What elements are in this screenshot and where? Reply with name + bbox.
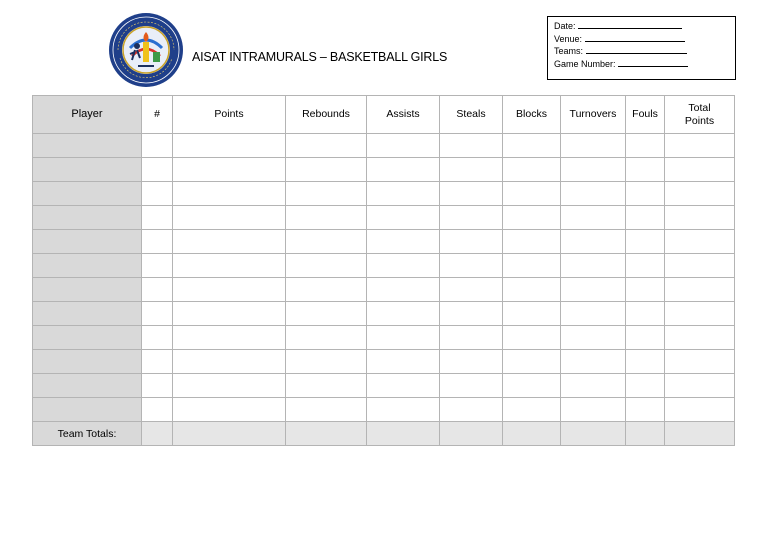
stat-cell[interactable] xyxy=(286,182,367,206)
stat-cell[interactable] xyxy=(173,254,286,278)
stat-cell[interactable] xyxy=(173,302,286,326)
stat-cell[interactable] xyxy=(561,374,626,398)
table-row xyxy=(33,350,735,374)
stat-cell[interactable] xyxy=(367,398,440,422)
stat-cell[interactable] xyxy=(626,230,665,254)
stat-cell[interactable] xyxy=(440,326,503,350)
stat-cell[interactable] xyxy=(665,158,735,182)
stat-cell[interactable] xyxy=(367,134,440,158)
stat-cell[interactable] xyxy=(440,254,503,278)
table-row xyxy=(33,206,735,230)
player-name-cell[interactable] xyxy=(33,374,142,398)
stat-cell[interactable] xyxy=(173,326,286,350)
stat-cell[interactable] xyxy=(173,134,286,158)
stat-cell[interactable] xyxy=(626,398,665,422)
totals-cell[interactable] xyxy=(626,422,665,446)
stat-cell[interactable] xyxy=(367,302,440,326)
stat-cell[interactable] xyxy=(142,326,173,350)
column-header-points: Points xyxy=(173,96,286,134)
date-label: Date: xyxy=(554,21,576,31)
stat-cell[interactable] xyxy=(286,374,367,398)
stat-cell[interactable] xyxy=(367,158,440,182)
stat-cell[interactable] xyxy=(561,134,626,158)
stat-cell[interactable] xyxy=(440,398,503,422)
player-name-cell[interactable] xyxy=(33,326,142,350)
stat-cell[interactable] xyxy=(503,158,561,182)
stat-cell[interactable] xyxy=(367,254,440,278)
game-info-box xyxy=(547,16,736,80)
date-blank[interactable] xyxy=(578,21,682,29)
stat-cell[interactable] xyxy=(503,254,561,278)
table-row xyxy=(33,374,735,398)
stat-cell[interactable] xyxy=(286,158,367,182)
stat-cell[interactable] xyxy=(440,350,503,374)
player-name-cell[interactable] xyxy=(33,302,142,326)
stat-cell[interactable] xyxy=(503,230,561,254)
stat-cell[interactable] xyxy=(503,134,561,158)
header-row xyxy=(33,96,735,134)
stat-cell[interactable] xyxy=(503,278,561,302)
stat-cell[interactable] xyxy=(142,398,173,422)
table-row xyxy=(33,398,735,422)
stat-cell[interactable] xyxy=(665,302,735,326)
document-title: AISAT INTRAMURALS – BASKETBALL GIRLS xyxy=(192,50,448,64)
table-row xyxy=(33,158,735,182)
totals-cell[interactable] xyxy=(561,422,626,446)
stat-cell[interactable] xyxy=(367,182,440,206)
stat-cell[interactable] xyxy=(142,350,173,374)
stat-cell[interactable] xyxy=(665,230,735,254)
totals-cell[interactable] xyxy=(367,422,440,446)
stat-cell[interactable] xyxy=(626,158,665,182)
stat-cell[interactable] xyxy=(173,374,286,398)
column-header-turnovers: Turnovers xyxy=(561,96,626,134)
stat-cell[interactable] xyxy=(286,278,367,302)
venue-blank[interactable] xyxy=(585,34,685,42)
stat-cell[interactable] xyxy=(561,206,626,230)
stat-cell[interactable] xyxy=(503,326,561,350)
stat-cell[interactable] xyxy=(665,326,735,350)
stat-cell[interactable] xyxy=(142,158,173,182)
stat-cell[interactable] xyxy=(561,326,626,350)
stat-cell[interactable] xyxy=(367,278,440,302)
stat-cell[interactable] xyxy=(440,134,503,158)
stat-cell[interactable] xyxy=(665,254,735,278)
column-header-fouls: Fouls xyxy=(626,96,665,134)
column-header-total-points: Total Points xyxy=(665,96,735,134)
stat-cell[interactable] xyxy=(286,326,367,350)
stat-cell[interactable] xyxy=(626,278,665,302)
stat-cell[interactable] xyxy=(503,398,561,422)
stat-cell[interactable] xyxy=(367,326,440,350)
stat-cell[interactable] xyxy=(286,302,367,326)
column-header-player: Player xyxy=(33,96,142,134)
table-row xyxy=(33,278,735,302)
player-name-cell[interactable] xyxy=(33,398,142,422)
stat-cell[interactable] xyxy=(665,374,735,398)
stat-cell[interactable] xyxy=(665,182,735,206)
stat-cell[interactable] xyxy=(626,134,665,158)
stat-cell[interactable] xyxy=(367,206,440,230)
stat-cell[interactable] xyxy=(626,254,665,278)
totals-cell[interactable] xyxy=(173,422,286,446)
stat-cell[interactable] xyxy=(173,278,286,302)
player-name-cell[interactable] xyxy=(33,158,142,182)
stat-cell[interactable] xyxy=(286,254,367,278)
stat-cell[interactable] xyxy=(286,206,367,230)
stat-cell[interactable] xyxy=(142,134,173,158)
stat-cell[interactable] xyxy=(367,374,440,398)
stat-cell[interactable] xyxy=(142,206,173,230)
venue-label: Venue: xyxy=(554,33,583,44)
game-number-blank[interactable] xyxy=(618,59,688,67)
game-number-field[interactable] xyxy=(554,58,735,71)
table-row xyxy=(33,230,735,254)
stat-cell[interactable] xyxy=(626,350,665,374)
stat-cell[interactable] xyxy=(286,230,367,254)
column-header-steals: Steals xyxy=(440,96,503,134)
stat-cell[interactable] xyxy=(561,158,626,182)
stat-cell[interactable] xyxy=(173,230,286,254)
game-number-label: Game Number: xyxy=(554,58,616,69)
stat-cell[interactable] xyxy=(367,350,440,374)
stat-cell[interactable] xyxy=(142,182,173,206)
date-field[interactable] xyxy=(554,20,735,33)
column-header-blocks: Blocks xyxy=(503,96,561,134)
stat-cell[interactable] xyxy=(626,326,665,350)
stat-cell[interactable] xyxy=(561,278,626,302)
stat-cell[interactable] xyxy=(665,278,735,302)
stat-cell[interactable] xyxy=(440,230,503,254)
column-header-rebounds: Rebounds xyxy=(286,96,367,134)
stat-cell[interactable] xyxy=(173,398,286,422)
player-name-cell[interactable] xyxy=(33,182,142,206)
teams-blank[interactable] xyxy=(586,46,687,54)
stat-cell[interactable] xyxy=(173,206,286,230)
stat-cell[interactable] xyxy=(142,278,173,302)
stat-cell[interactable] xyxy=(626,182,665,206)
stat-cell[interactable] xyxy=(440,158,503,182)
team-totals-label: Team Totals: xyxy=(33,422,142,446)
player-name-cell[interactable] xyxy=(33,278,142,302)
column-header-assists: Assists xyxy=(367,96,440,134)
team-totals-row xyxy=(33,422,735,446)
stat-cell[interactable] xyxy=(440,206,503,230)
player-name-cell[interactable] xyxy=(33,254,142,278)
venue-field[interactable] xyxy=(554,33,735,46)
totals-cell[interactable] xyxy=(142,422,173,446)
stat-cell[interactable] xyxy=(503,374,561,398)
stat-cell[interactable] xyxy=(173,158,286,182)
table-row xyxy=(33,302,735,326)
player-name-cell[interactable] xyxy=(33,134,142,158)
stat-cell[interactable] xyxy=(561,350,626,374)
player-name-cell[interactable] xyxy=(33,350,142,374)
stat-cell[interactable] xyxy=(173,182,286,206)
stat-cell[interactable] xyxy=(367,230,440,254)
totals-cell[interactable] xyxy=(286,422,367,446)
stat-cell[interactable] xyxy=(440,182,503,206)
stat-cell[interactable] xyxy=(173,350,286,374)
stat-cell[interactable] xyxy=(561,182,626,206)
stat-cell[interactable] xyxy=(286,398,367,422)
stat-cell[interactable] xyxy=(665,134,735,158)
stat-cell[interactable] xyxy=(286,350,367,374)
stat-cell[interactable] xyxy=(503,350,561,374)
stat-cell[interactable] xyxy=(561,398,626,422)
stat-cell[interactable] xyxy=(142,374,173,398)
student-government-seal-icon xyxy=(108,12,184,88)
totals-cell[interactable] xyxy=(503,422,561,446)
table-row xyxy=(33,326,735,350)
teams-label: Teams: xyxy=(554,46,584,56)
totals-cell[interactable] xyxy=(665,422,735,446)
table-row xyxy=(33,182,735,206)
stat-cell[interactable] xyxy=(142,254,173,278)
stat-cell[interactable] xyxy=(503,182,561,206)
stat-cell[interactable] xyxy=(503,302,561,326)
table-row xyxy=(33,134,735,158)
stat-cell[interactable] xyxy=(626,374,665,398)
stats-table xyxy=(32,95,735,446)
column-header-number: # xyxy=(142,96,173,134)
player-name-cell[interactable] xyxy=(33,230,142,254)
totals-cell[interactable] xyxy=(440,422,503,446)
stat-cell[interactable] xyxy=(665,350,735,374)
player-name-cell[interactable] xyxy=(33,206,142,230)
stat-cell[interactable] xyxy=(561,230,626,254)
teams-field[interactable] xyxy=(554,45,735,58)
stat-cell[interactable] xyxy=(142,302,173,326)
table-row xyxy=(33,254,735,278)
stat-cell[interactable] xyxy=(665,206,735,230)
stat-cell[interactable] xyxy=(561,254,626,278)
stat-cell[interactable] xyxy=(440,374,503,398)
stat-cell[interactable] xyxy=(440,302,503,326)
stat-cell[interactable] xyxy=(503,206,561,230)
stat-cell[interactable] xyxy=(286,134,367,158)
stat-cell[interactable] xyxy=(626,206,665,230)
stat-cell[interactable] xyxy=(142,230,173,254)
stat-cell[interactable] xyxy=(665,398,735,422)
stat-cell[interactable] xyxy=(626,302,665,326)
stat-cell[interactable] xyxy=(561,302,626,326)
stat-cell[interactable] xyxy=(440,278,503,302)
